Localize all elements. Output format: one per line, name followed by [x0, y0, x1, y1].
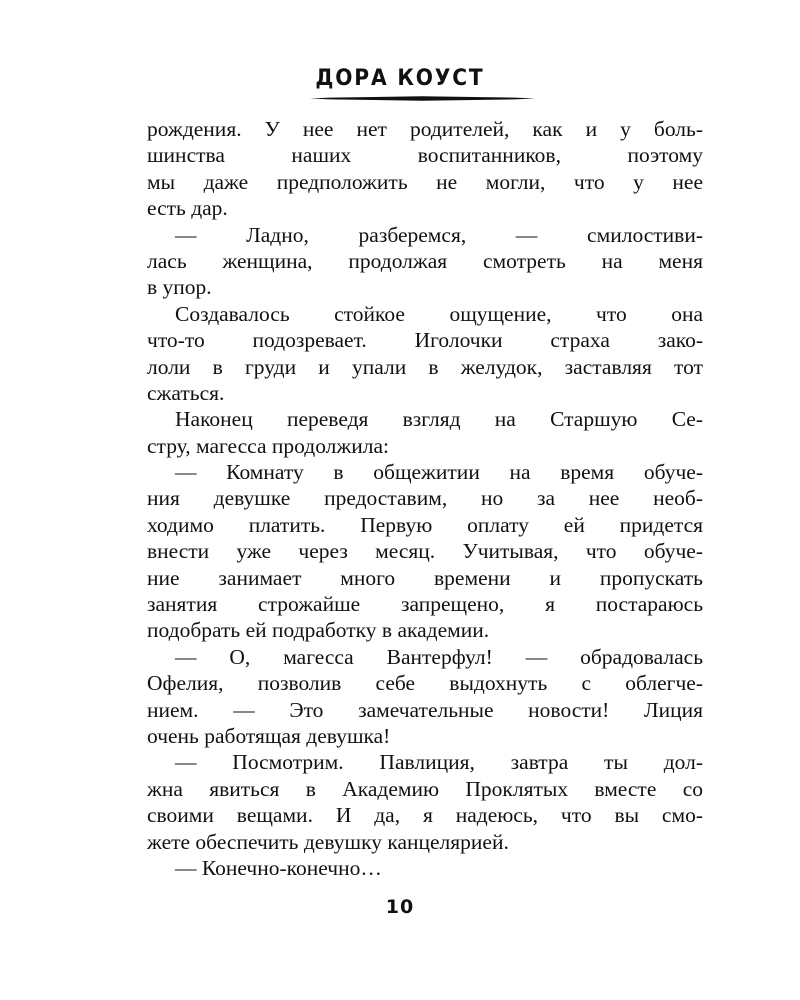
running-header [0, 66, 800, 91]
text-line: шинства наших воспитанников, поэтому [147, 143, 703, 168]
text-line: — О, магесса Вантерфул! — обрадовалась [175, 644, 703, 669]
text-line: — Конечно-конечно… [175, 855, 382, 880]
text-line: — Комнату в общежитии на время обуче- [175, 460, 703, 485]
text-line: мы даже предположить не могли, что у нее [147, 169, 703, 194]
text-line: ния девушке предоставим, но за нее необ- [147, 486, 703, 511]
page-number: 10 [385, 896, 415, 918]
author-name: ДОРА КОУСТ [315, 66, 485, 91]
header-rule [310, 96, 535, 101]
text-line: что-то подозревает. Иголочки страха зако- [147, 328, 703, 353]
text-line: Создавалось стойкое ощущение, что она [175, 301, 703, 326]
text-line: Наконец переведя взгляд на Старшую Се- [175, 407, 703, 432]
text-line: подобрать ей подработку в академии. [147, 618, 490, 643]
text-line: жна явиться в Академию Проклятых вместе со [147, 776, 703, 801]
text-line: — Ладно, разберемся, — смилостиви- [175, 222, 703, 247]
text-line: нием. — Это замечательные новости! Лиция [147, 697, 703, 722]
text-line: очень работящая девушка! [147, 723, 391, 748]
text-line: лоли в груди и упали в желудок, заставляя тот [147, 354, 703, 379]
text-line: занятия строжайше запрещено, я постараюсь [147, 592, 703, 617]
text-line: сжаться. [147, 380, 225, 405]
text-line: Офелия, позволив себе выдохнуть с облегче- [147, 671, 703, 696]
text-line: ние занимает много времени и пропускать [147, 565, 703, 590]
body-text [147, 116, 703, 881]
text-line: в упор. [147, 275, 212, 300]
text-line: есть дар. [147, 196, 228, 221]
text-line: рождения. У нее нет родителей, как и у боль- [147, 117, 703, 141]
text-line: внести уже через месяц. Учитывая, что обуче- [147, 539, 703, 564]
text-line: своими вещами. И да, я надеюсь, что вы смо- [147, 803, 703, 828]
text-line: жете обеспечить девушку канцелярией. [147, 829, 509, 854]
text-line: стру, магесса продолжила: [147, 433, 390, 458]
text-line: — Посмотрим. Павлиция, завтра ты дол- [175, 750, 703, 775]
text-line: ходимо платить. Первую оплату ей придется [147, 512, 703, 537]
text-line: лась женщина, продолжая смотреть на меня [147, 248, 703, 273]
